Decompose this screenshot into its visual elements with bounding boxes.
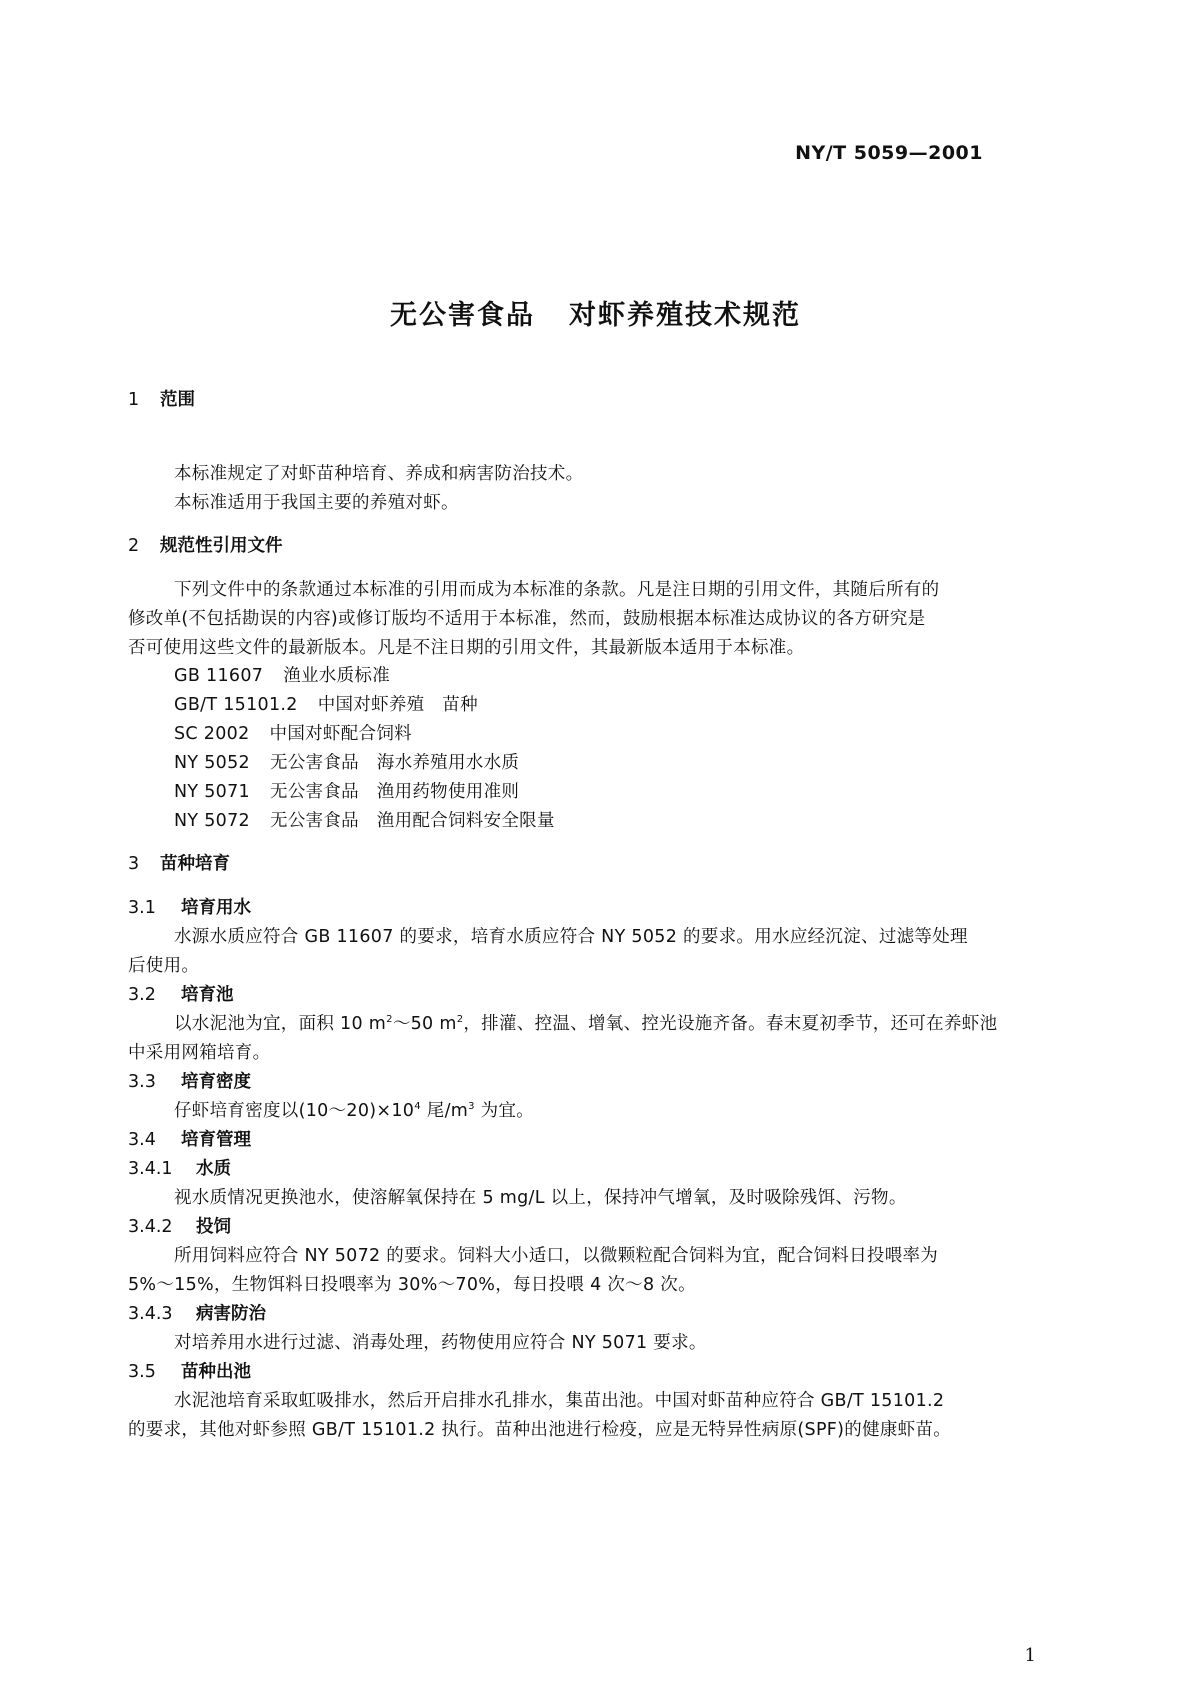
paragraph: 下列文件中的条款通过本标准的引用而成为本标准的条款。凡是注日期的引用文件，其随后所有的 <box>174 580 940 600</box>
subsection-number: 3.1 <box>128 898 156 918</box>
standard-number: NY/T 5059—2001 <box>795 142 983 164</box>
subsection-number: 3.2 <box>128 985 156 1005</box>
subsection-title: 投饲 <box>196 1217 231 1237</box>
paragraph: 水源水质应符合 GB 11607 的要求，培育水质应符合 NY 5052 的要求。用水应经沉淀、过滤等处理 <box>174 927 968 947</box>
paragraph: 修改单(不包括勘误的内容)或修订版均不适用于本标准，然而，鼓励根据本标准达成协议的各方研究是 <box>128 609 926 629</box>
reference-item <box>174 807 555 832</box>
reference-code: GB/T 15101.2 <box>174 695 298 715</box>
reference-title: 无公害食品 渔用药物使用准则 <box>269 782 520 802</box>
page-number: 1 <box>1024 1645 1036 1666</box>
section-title: 苗种培育 <box>160 854 230 874</box>
subsection-title: 培育池 <box>181 985 234 1005</box>
section-title: 规范性引用文件 <box>160 536 283 556</box>
text-run: ～50 m <box>392 1014 457 1034</box>
paragraph: 本标准规定了对虾苗种培育、养成和病害防治技术。 <box>174 464 584 484</box>
title-part2: 对虾养殖技术规范 <box>569 300 801 331</box>
document-title <box>0 293 1191 332</box>
title-part1: 无公害食品 <box>390 300 535 331</box>
subsection-3-4-heading <box>128 1126 251 1151</box>
section-number: 1 <box>128 390 140 410</box>
text-run: 仔虾培育密度以(10～20)×10 <box>174 1101 415 1121</box>
text-run: 为宜。 <box>474 1101 535 1121</box>
superscript: 2 <box>456 1014 464 1025</box>
reference-item <box>174 749 519 774</box>
paragraph: 对培养用水进行过滤、消毒处理，药物使用应符合 NY 5071 要求。 <box>174 1333 707 1353</box>
superscript: 2 <box>386 1014 393 1025</box>
section-3-heading <box>128 850 230 875</box>
reference-item <box>174 720 412 745</box>
subsection-number: 3.4.1 <box>128 1159 173 1179</box>
text-run: ，排灌、控温、增氧、控光设施齐备。春末夏初季节，还可在养虾池 <box>463 1014 998 1034</box>
subsection-title: 苗种出池 <box>181 1362 251 1382</box>
subsection-number: 3.4.3 <box>128 1304 173 1324</box>
paragraph: 本标准适用于我国主要的养殖对虾。 <box>174 493 459 513</box>
section-1-heading <box>128 386 195 411</box>
reference-item <box>174 691 478 716</box>
paragraph: 视水质情况更换池水，使溶解氧保持在 5 mg/L 以上，保持冲气增氧，及时吸除残饵、污物。 <box>174 1188 907 1208</box>
subsection-title: 病害防治 <box>196 1304 266 1324</box>
paragraph: 5%～15%，生物饵料日投喂率为 30%～70%，每日投喂 4 次～8 次。 <box>128 1275 696 1295</box>
subsection-title: 培育密度 <box>181 1072 251 1092</box>
paragraph <box>174 1097 534 1122</box>
reference-code: NY 5071 <box>174 782 250 802</box>
subsection-3-1-heading <box>128 894 251 919</box>
reference-title: 中国对虾养殖 苗种 <box>317 695 478 715</box>
reference-item <box>174 662 390 687</box>
reference-title: 无公害食品 海水养殖用水水质 <box>269 753 520 773</box>
paragraph: 中采用网箱培育。 <box>128 1043 271 1063</box>
text-run: 以水泥池为宜，面积 10 m <box>174 1014 387 1034</box>
subsection-number: 3.4 <box>128 1130 156 1150</box>
paragraph: 否可使用这些文件的最新版本。凡是不注日期的引用文件，其最新版本适用于本标准。 <box>128 638 805 658</box>
paragraph: 后使用。 <box>128 956 200 976</box>
subsection-3-4-2-heading <box>128 1213 231 1238</box>
reference-title: 中国对虾配合饲料 <box>269 724 412 744</box>
subsection-title: 培育管理 <box>181 1130 251 1150</box>
subsection-3-3-heading <box>128 1068 251 1093</box>
subsection-3-2-heading <box>128 981 234 1006</box>
paragraph <box>174 1010 997 1035</box>
paragraph: 水泥池培育采取虹吸排水，然后开启排水孔排水，集苗出池。中国对虾苗种应符合 GB/T 15101.2 <box>174 1391 945 1411</box>
section-number: 3 <box>128 854 140 874</box>
paragraph: 的要求，其他对虾参照 GB/T 15101.2 执行。苗种出池进行检疫，应是无特异性病原(SPF)的健康虾苗。 <box>128 1420 952 1440</box>
section-2-heading <box>128 532 283 557</box>
text-run: 尾/m <box>420 1101 469 1121</box>
section-number: 2 <box>128 536 140 556</box>
superscript: 4 <box>414 1101 421 1112</box>
subsection-number: 3.4.2 <box>128 1217 173 1237</box>
subsection-3-4-1-heading <box>128 1155 231 1180</box>
reference-code: NY 5072 <box>174 811 250 831</box>
subsection-3-4-3-heading <box>128 1300 266 1325</box>
subsection-title: 培育用水 <box>181 898 251 918</box>
subsection-number: 3.5 <box>128 1362 156 1382</box>
reference-item <box>174 778 519 803</box>
paragraph: 所用饲料应符合 NY 5072 的要求。饲料大小适口，以微颗粒配合饲料为宜，配合饲料日投喂率为 <box>174 1246 939 1266</box>
subsection-3-5-heading <box>128 1358 251 1383</box>
subsection-title: 水质 <box>196 1159 231 1179</box>
reference-code: GB 11607 <box>174 666 264 686</box>
section-title: 范围 <box>160 390 195 410</box>
reference-code: NY 5052 <box>174 753 250 773</box>
subsection-number: 3.3 <box>128 1072 156 1092</box>
reference-code: SC 2002 <box>174 724 250 744</box>
reference-title: 无公害食品 渔用配合饲料安全限量 <box>269 811 555 831</box>
reference-title: 渔业水质标准 <box>283 666 391 686</box>
superscript: 3 <box>468 1101 475 1112</box>
